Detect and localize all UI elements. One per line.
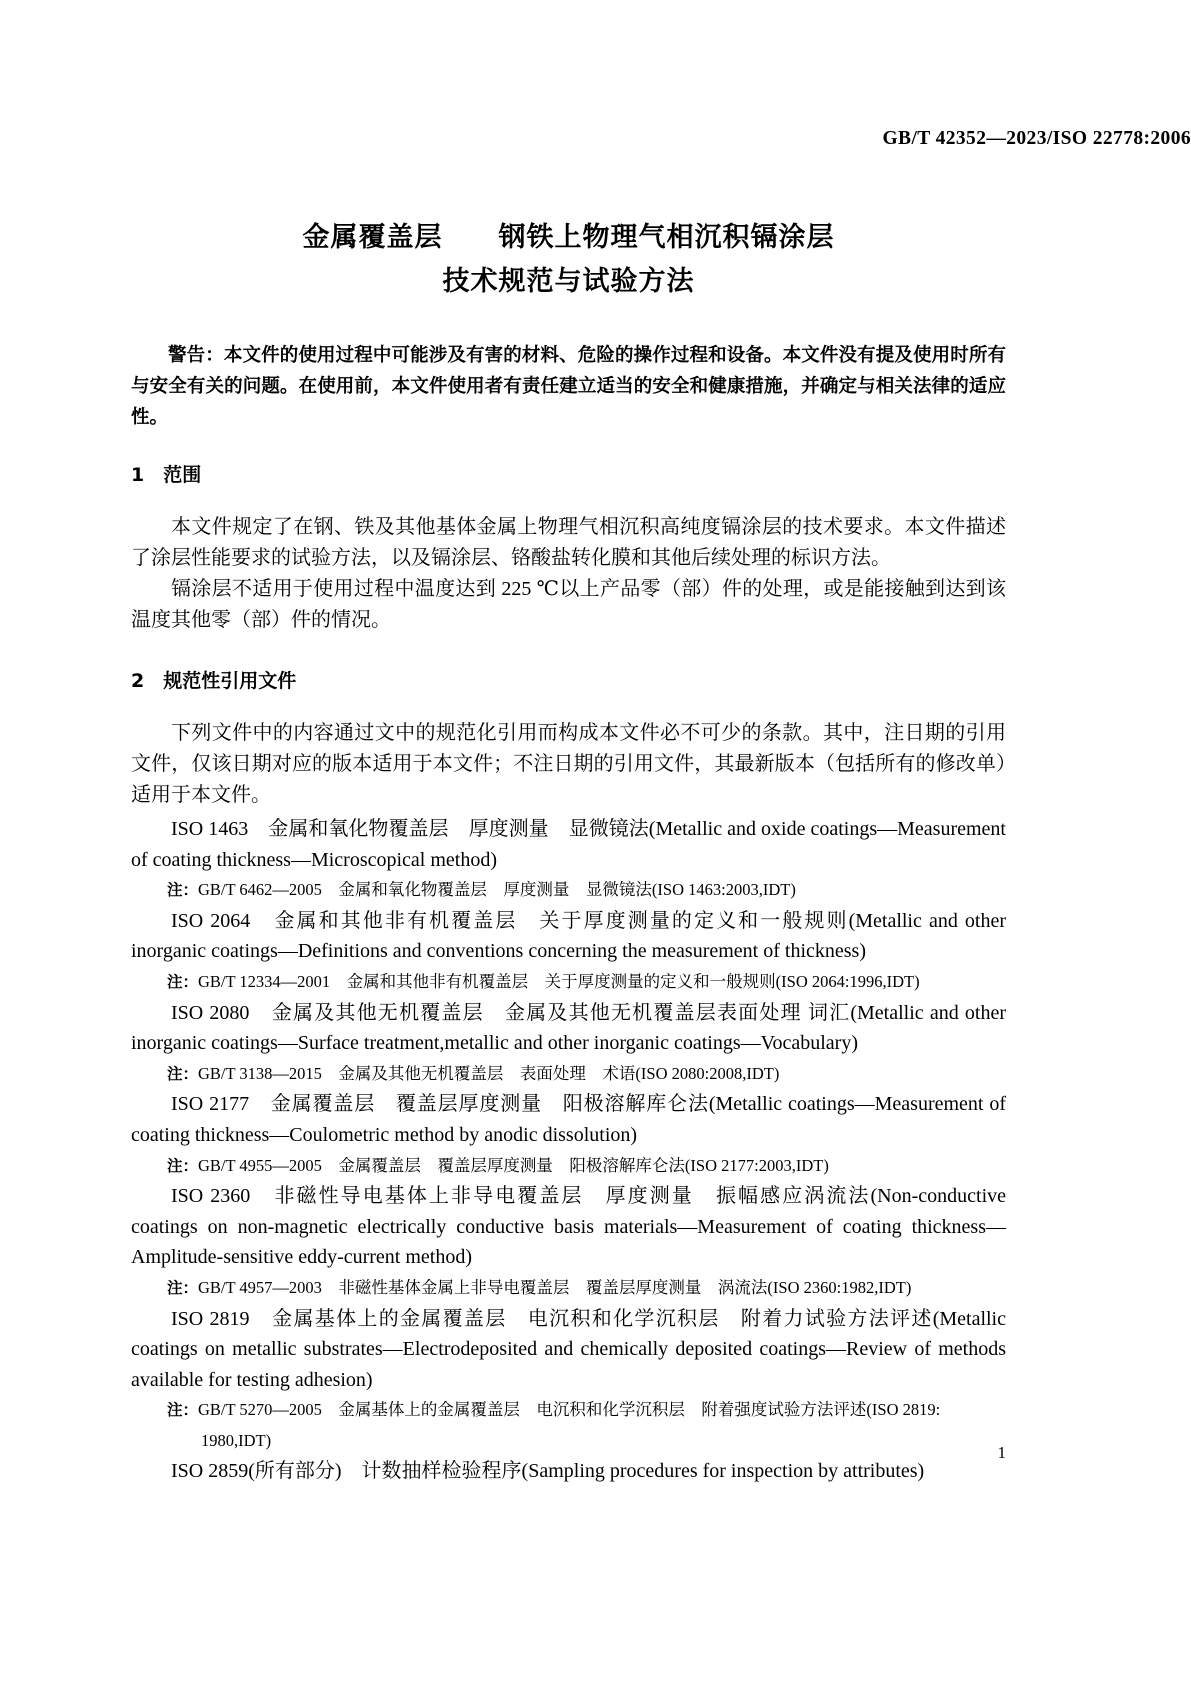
note-text: GB/T 4957—2003 非磁性基体金属上非导电覆盖层 覆盖层厚度测量 涡流法(ISO 2360:1982,IDT) (198, 1277, 912, 1297)
warning-paragraph: 警告：本文件的使用过程中可能涉及有害的材料、危险的操作过程和设备。本文件没有提及使用时所有与安全有关的问题。在使用前，本文件使用者有责任建立适当的安全和健康措施，并确定与相关法律的适应性。 (131, 345, 1006, 428)
reference-note (131, 967, 1006, 998)
note-text: GB/T 12334—2001 金属和其他非有机覆盖层 关于厚度测量的定义和一般规则(ISO 2064:1996,IDT) (198, 971, 920, 991)
reference-note (131, 1059, 1006, 1090)
note-label: 注： (167, 1401, 199, 1420)
note-label: 注： (167, 1156, 199, 1175)
reference-note (131, 1273, 1006, 1304)
section-heading-1-scope: 1 范围 (131, 464, 202, 486)
section-1-paragraph-1: 本文件规定了在钢、铁及其他基体金属上物理气相沉积高纯度镉涂层的技术要求。本文件描述了涂层性能要求的试验方法，以及镉涂层、铬酸盐转化膜和其他后续处理的标识方法。 (131, 516, 1006, 569)
reference-note (131, 1151, 1006, 1182)
note-label: 注： (167, 1278, 199, 1297)
reference-entry: ISO 2360 非磁性导电基体上非导电覆盖层 厚度测量 振幅感应涡流法(Non-conductive coatings on non-magnetic electrically conductive basis materials—Measurement of coating thickness—Amplitude-sensitive eddy-current method) (131, 1185, 1006, 1269)
normative-reference-list (131, 814, 1006, 1487)
reference-entry: ISO 2819 金属基体上的金属覆盖层 电沉积和化学沉积层 附着力试验方法评述(Metallic coatings on metallic substrates—Electrodeposited and chemically deposited coatings—Review of methods available for testing adhesion) (131, 1307, 1006, 1391)
note-text: GB/T 3138—2015 金属及其他无机覆盖层 表面处理 术语(ISO 2080:2008,IDT) (198, 1063, 780, 1083)
section-2-paragraph-1: 下列文件中的内容通过文中的规范化引用而构成本文件必不可少的条款。其中，注日期的引用文件，仅该日期对应的版本适用于本文件；不注日期的引用文件，其最新版本（包括所有的修改单）适用于本文件。 (131, 722, 1006, 806)
reference-entry: ISO 2080 金属及其他无机覆盖层 金属及其他无机覆盖层表面处理 词汇(Metallic and other inorganic coatings—Surface treatment,metallic and other inorganic coatings—Vocabulary) (131, 1001, 1006, 1055)
running-header-standard-number: GB/T 42352—2023/ISO 22778:2006 (882, 128, 1191, 149)
note-label: 注： (167, 881, 199, 900)
reference-entry: ISO 2859(所有部分) 计数抽样检验程序(Sampling procedures for inspection by attributes) (171, 1460, 925, 1483)
note-label: 注： (167, 1064, 199, 1083)
section-heading-2-normative-references: 2 规范性引用文件 (131, 670, 297, 692)
reference-entry: ISO 2177 金属覆盖层 覆盖层厚度测量 阳极溶解库仑法(Metallic coatings—Measurement of coating thickness—Coulometric method by anodic dissolution) (131, 1093, 1006, 1146)
note-text: GB/T 6462—2005 金属和氧化物覆盖层 厚度测量 显微镜法(ISO 1463:2003,IDT) (198, 880, 796, 900)
reference-note (131, 875, 1006, 906)
note-text-continuation: 1980,IDT) (201, 1430, 272, 1450)
title-line-1: 金属覆盖层 钢铁上物理气相沉积镉涂层 (302, 222, 835, 253)
section-1-paragraph-2: 镉涂层不适用于使用过程中温度达到 225 ℃以上产品零（部）件的处理，或是能接触到达到该温度其他零（部）件的情况。 (131, 578, 1006, 631)
title-line-2: 技术规范与试验方法 (442, 266, 695, 297)
document-title (131, 216, 1006, 304)
note-label: 注： (167, 972, 199, 991)
page-number: 1 (997, 1443, 1006, 1462)
note-text: GB/T 4955—2005 金属覆盖层 覆盖层厚度测量 阳极溶解库仑法(ISO 2177:2003,IDT) (198, 1155, 829, 1175)
reference-entry: ISO 2064 金属和其他非有机覆盖层 关于厚度测量的定义和一般规则(Metallic and other inorganic coatings—Definitions and conventions concerning the measurement of thickness) (131, 909, 1006, 963)
reference-entry: ISO 1463 金属和氧化物覆盖层 厚度测量 显微镜法(Metallic and oxide coatings—Measurement of coating thickness—Microscopical method) (131, 818, 1006, 871)
note-text: GB/T 5270—2005 金属基体上的金属覆盖层 电沉积和化学沉积层 附着强度试验方法评述(ISO 2819: (198, 1400, 941, 1420)
